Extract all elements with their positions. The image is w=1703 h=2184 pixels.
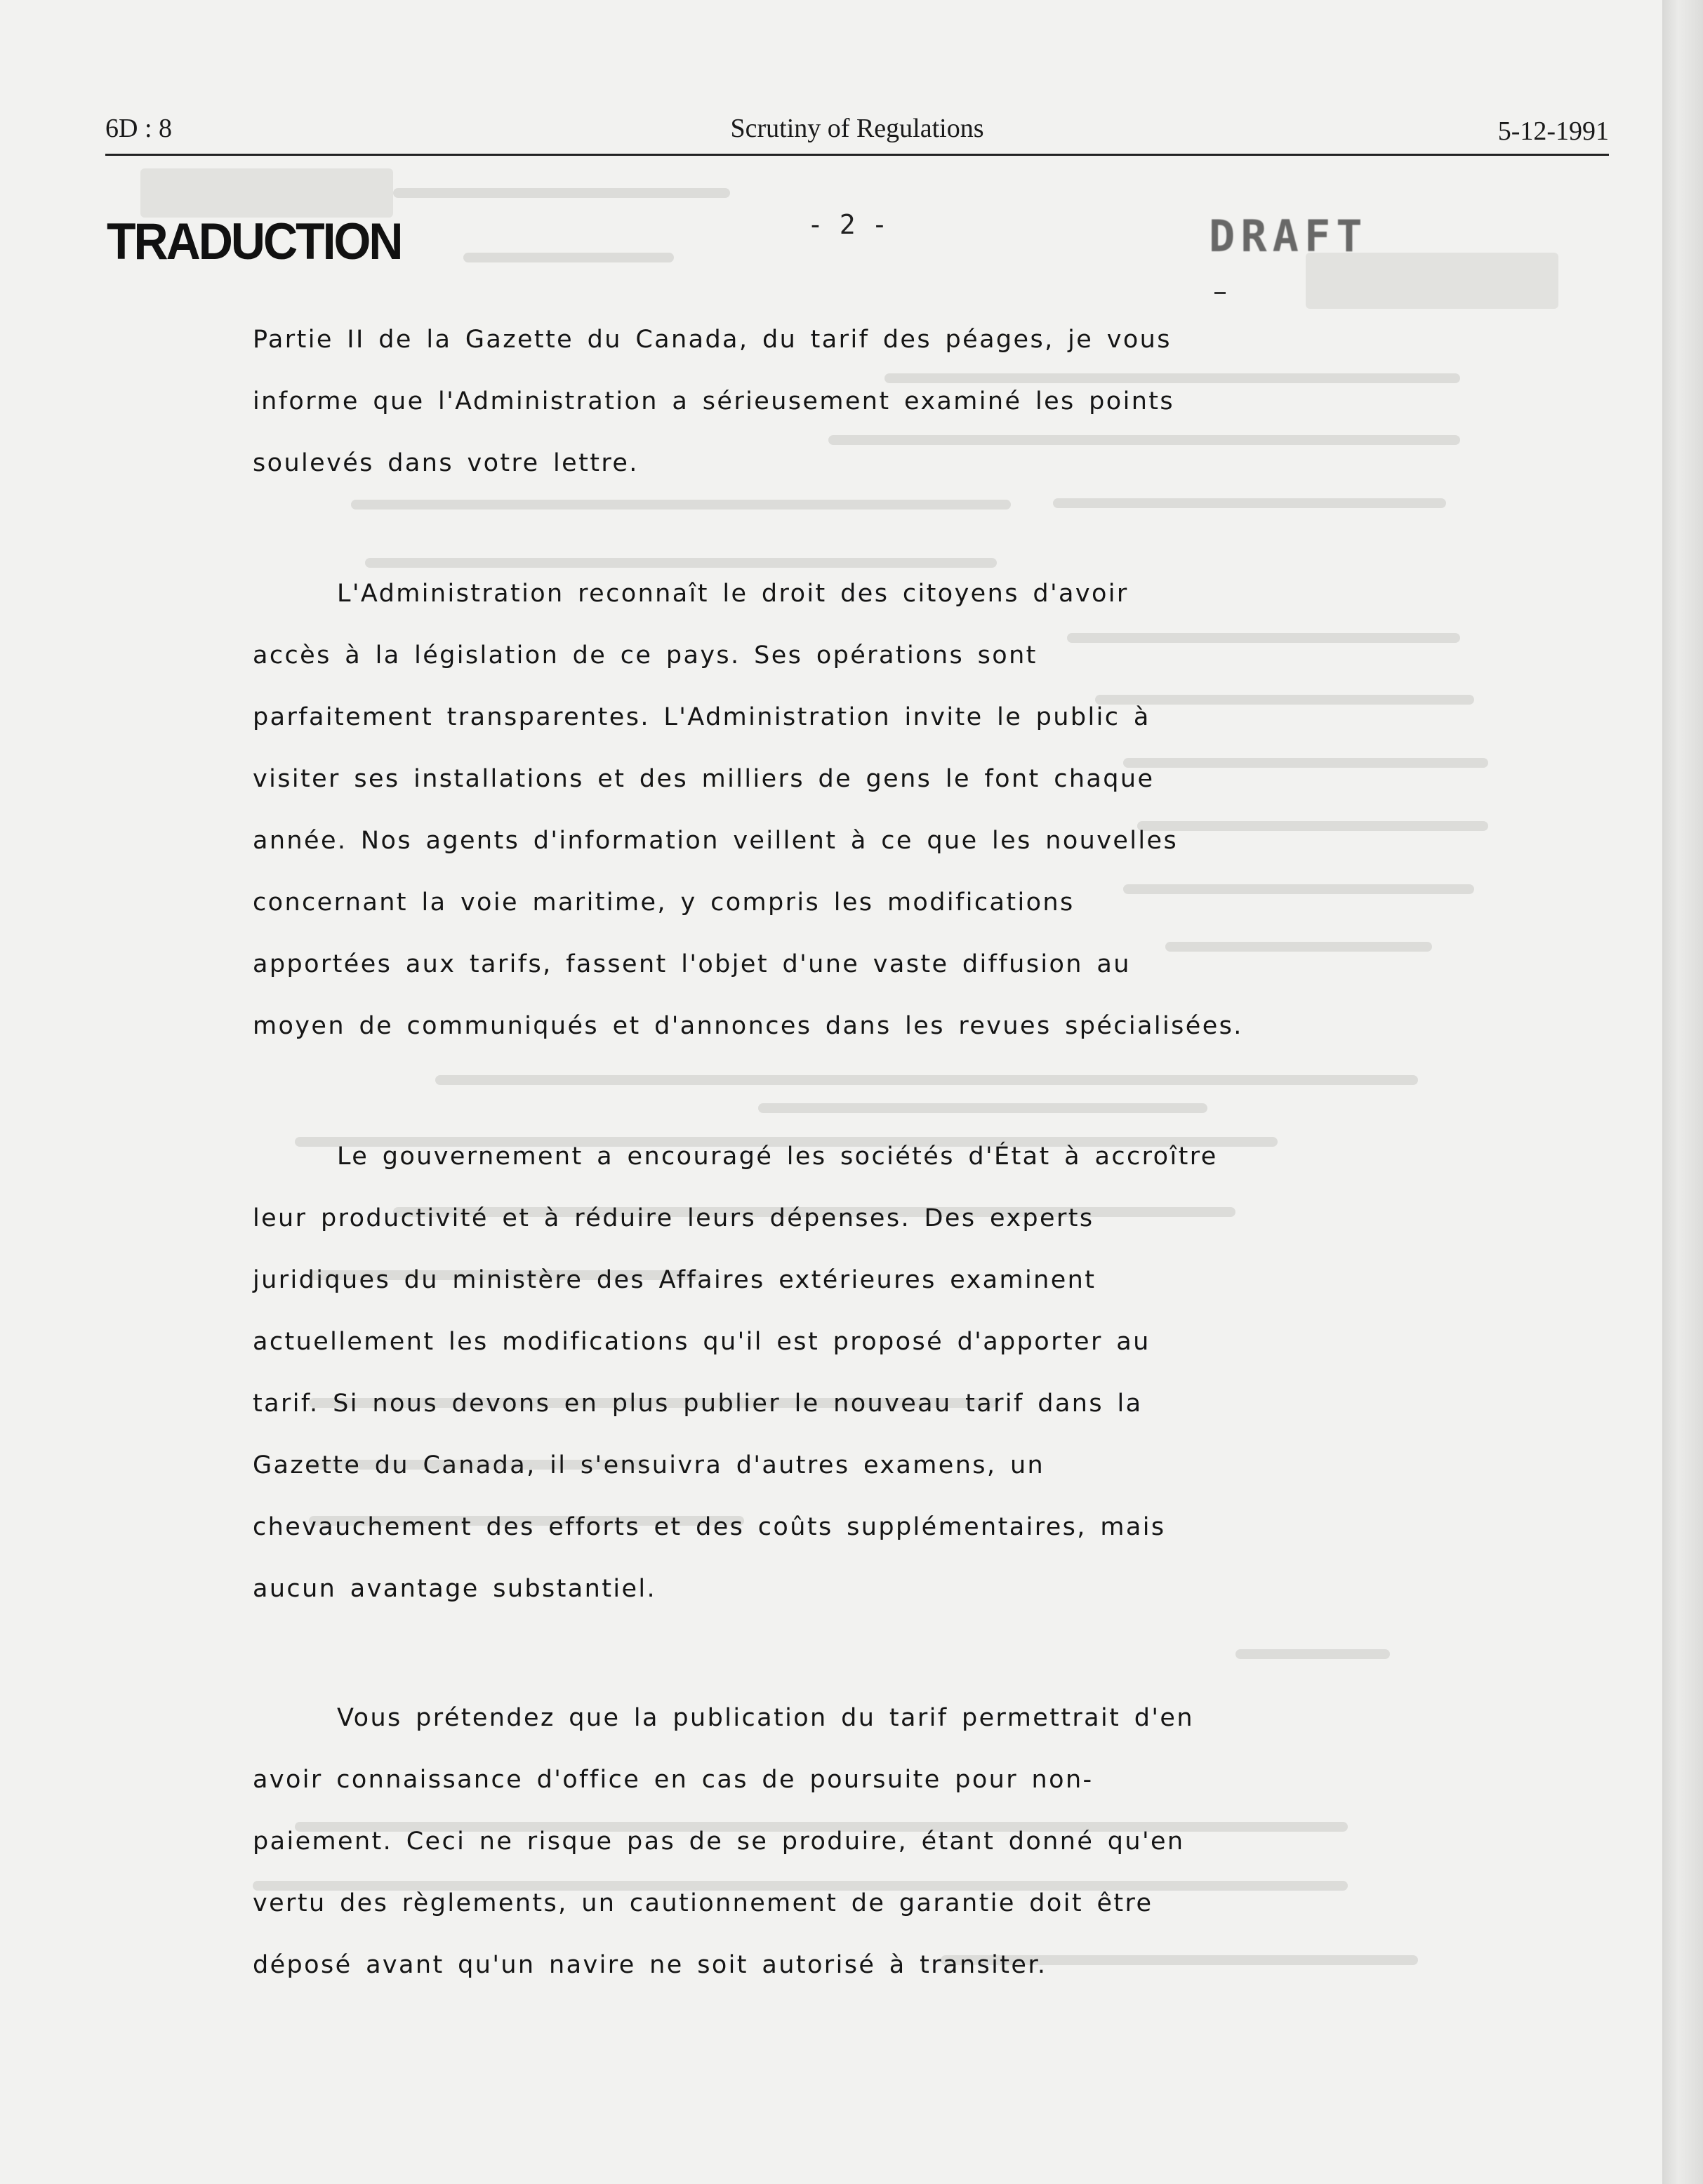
text-line: visiter ses installations et des milliers de gens le font chaque <box>253 765 1155 793</box>
paragraph-1 <box>253 309 1460 494</box>
text-line: informe que l'Administration a sérieusement examiné les points <box>253 387 1175 415</box>
text-line: parfaitement transparentes. L'Administration invite le public à <box>253 703 1151 731</box>
text-line: apportées aux tarifs, fassent l'objet d'une vaste diffusion au <box>253 950 1131 978</box>
text-line: paiement. Ceci ne risque pas de se produire, étant donné qu'en <box>253 1827 1185 1856</box>
text-line: déposé avant qu'un navire ne soit autorisé à transiter. <box>253 1951 1047 1979</box>
stamp-mark <box>1214 292 1226 294</box>
text-line: moyen de communiqués et d'annonces dans les revues spécialisées. <box>253 1012 1243 1040</box>
paragraph-2 <box>253 563 1460 1057</box>
paragraph-3 <box>253 1126 1460 1620</box>
header-title: Scrutiny of Regulations <box>730 114 984 143</box>
text-line: leur productivité et à réduire leurs dépenses. Des experts <box>253 1204 1094 1232</box>
text-line: tarif. Si nous devons en plus publier le nouveau tarif dans la <box>253 1390 1143 1418</box>
text-line: Gazette du Canada, il s'ensuivra d'autres examens, un <box>253 1451 1045 1479</box>
text-line: actuellement les modifications qu'il est proposé d'apporter au <box>253 1328 1151 1356</box>
draft-stamp <box>1209 211 1490 286</box>
header-page-ref: 6D : 8 <box>105 114 172 143</box>
letter-body <box>253 309 1460 1996</box>
text-line: juridiques du ministère des Affaires extérieures examinent <box>253 1266 1096 1294</box>
text-line: concernant la voie maritime, y compris les modifications <box>253 888 1075 917</box>
page-number: - 2 - <box>807 209 888 240</box>
text-line: chevauchement des efforts et des coûts supplémentaires, mais <box>253 1513 1166 1541</box>
page-header <box>105 109 1609 156</box>
text-line: année. Nos agents d'information veillent à ce que les nouvelles <box>253 827 1179 855</box>
text-line: soulevés dans votre lettre. <box>253 449 639 477</box>
page-edge <box>1662 0 1703 2184</box>
traduction-label: TRADUCTION <box>107 213 402 271</box>
draft-stamp-text: DRAFT <box>1209 211 1368 262</box>
text-line: Partie II de la Gazette du Canada, du tarif des péages, je vous <box>253 326 1172 354</box>
text-line: vertu des règlements, un cautionnement de garantie doit être <box>253 1889 1153 1917</box>
text-line: L'Administration reconnaît le droit des citoyens d'avoir <box>337 580 1129 608</box>
text-line: aucun avantage substantiel. <box>253 1575 657 1603</box>
paragraph-4 <box>253 1687 1460 1996</box>
text-line: Vous prétendez que la publication du tarif permettrait d'en <box>337 1704 1194 1732</box>
text-line: avoir connaissance d'office en cas de poursuite pour non- <box>253 1766 1094 1794</box>
header-date: 5-12-1991 <box>1497 116 1609 146</box>
text-line: Le gouvernement a encouragé les sociétés d'État à accroître <box>337 1143 1218 1171</box>
text-line: accès à la législation de ce pays. Ses opérations sont <box>253 641 1038 670</box>
